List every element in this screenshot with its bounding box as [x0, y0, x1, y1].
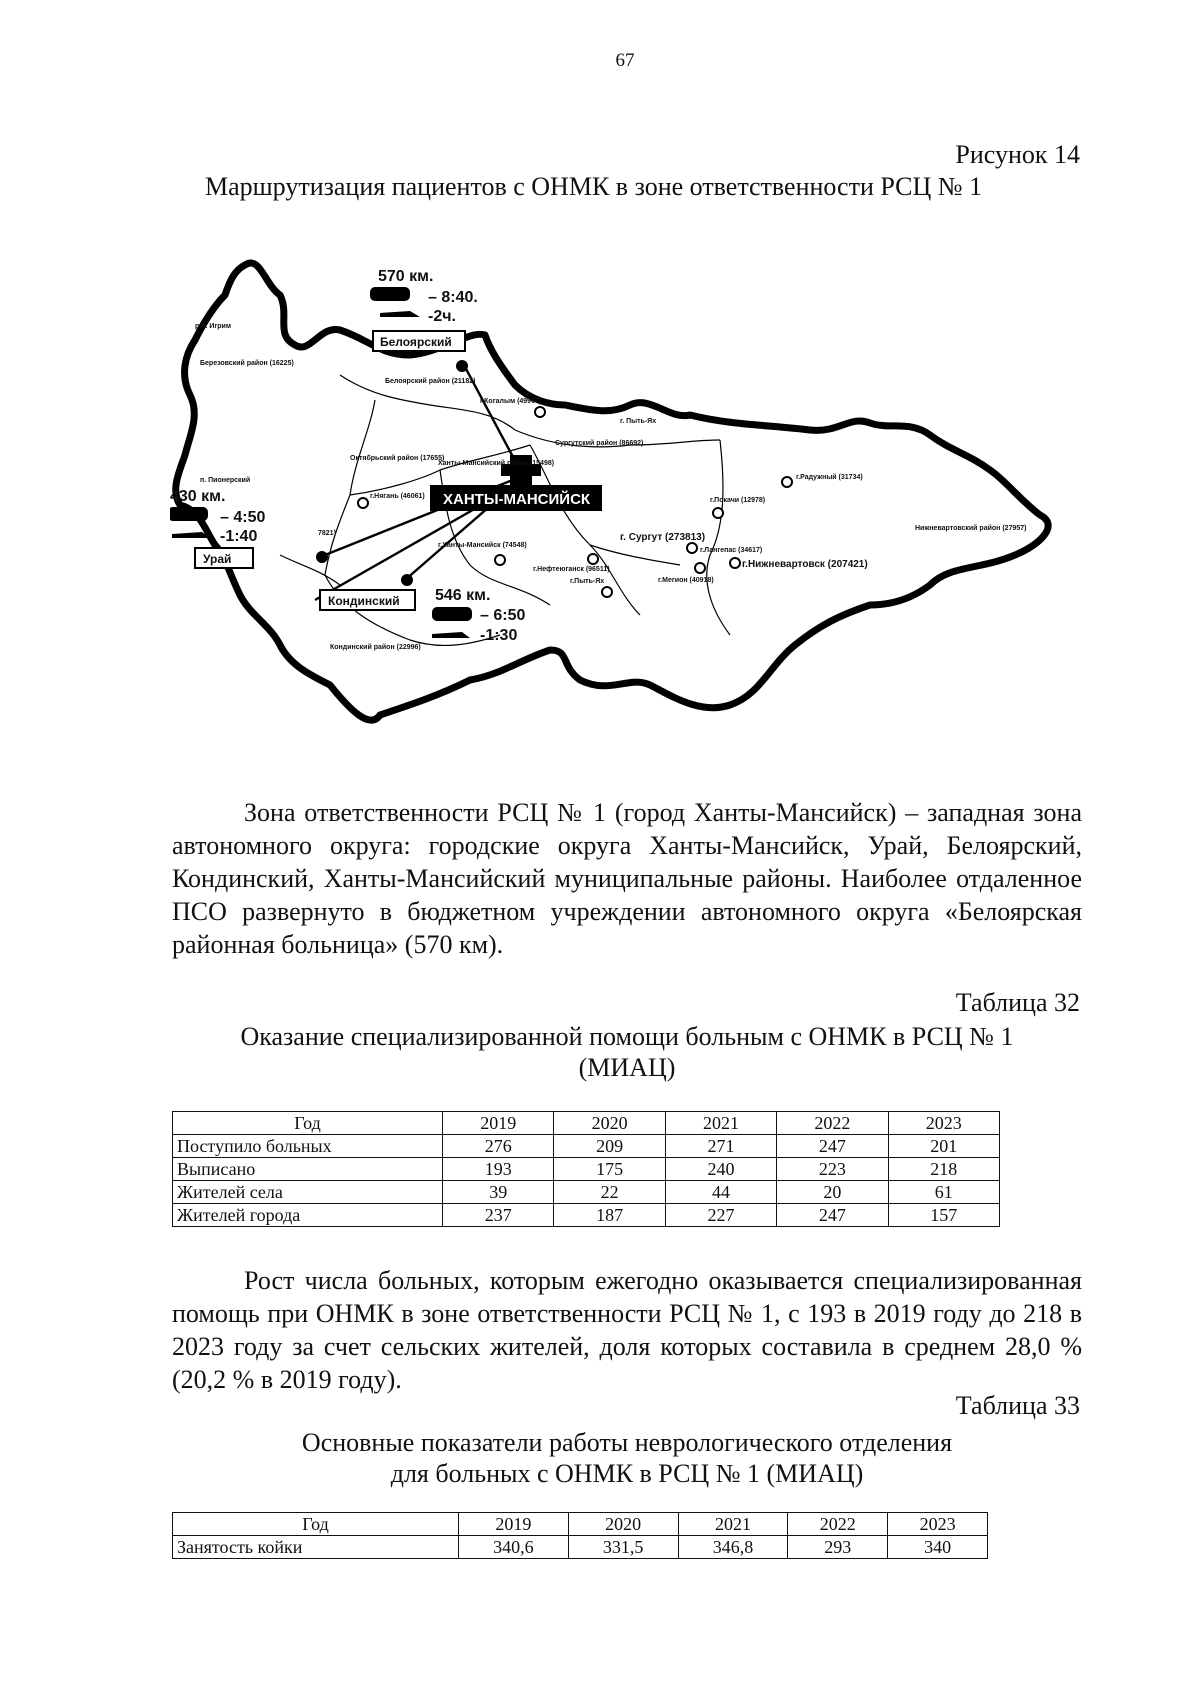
- map-label: Березовский район (16225): [200, 360, 294, 367]
- value-cell: 346,8: [678, 1536, 788, 1559]
- north-air-time: -2ч.: [428, 308, 456, 325]
- map-label: Сургутский район (86692): [555, 440, 644, 447]
- map-label: г.Радужный (31734): [796, 474, 863, 481]
- map-label: Кондинский район (22996): [330, 644, 421, 651]
- map-label: г.Ханты-Мансийск (74548): [438, 542, 527, 549]
- table32-label: Таблица 32: [955, 988, 1080, 1017]
- table-header-row: [173, 1112, 1000, 1135]
- helicopter-icon: [380, 311, 420, 317]
- figure-label: Рисунок 14: [955, 140, 1080, 169]
- okrug-border: [176, 263, 1048, 720]
- row-label-cell: Жителей города: [173, 1204, 443, 1227]
- south-car-time: – 6:50: [480, 607, 526, 624]
- map-label: г.Покачи (12978): [710, 497, 766, 504]
- figure-title: Маршрутизация пациентов с ОНМК в зоне ответственности РСЦ № 1: [205, 172, 983, 201]
- pso-markers: [316, 360, 468, 586]
- table32: [172, 1111, 1000, 1227]
- map-label: Октябрьский район (17655): [350, 455, 445, 462]
- value-cell: 237: [443, 1204, 554, 1227]
- map-label: Белоярский район (21182): [385, 378, 476, 385]
- value-cell: 331,5: [568, 1536, 678, 1559]
- value-cell: 44: [665, 1181, 776, 1204]
- west-air-time: -1:40: [220, 528, 258, 545]
- map-label: г. Сургут (273813): [620, 532, 706, 543]
- page-number: 67: [615, 50, 635, 71]
- header-cell-year: 2021: [665, 1112, 776, 1135]
- value-cell: 187: [554, 1204, 665, 1227]
- table-row: [173, 1135, 1000, 1158]
- hub-label: ХАНТЫ-МАНСИЙСК: [443, 491, 591, 508]
- table-row: [173, 1536, 988, 1559]
- value-cell: 218: [888, 1158, 999, 1181]
- header-cell-label: Год: [173, 1112, 443, 1135]
- paragraph-1: Зона ответственности РСЦ № 1 (город Ханты-Мансийск) – западная зона автономного округа: городские округа Ханты-Мансийск, Урай, Белоярский, Кондинский, Ханты-Мансийский муниципальные районы. Наиболее отдаленное ПСО развернуто в бюджетном учреждении автономного округа «Белоярская районная больница» (570 км).: [172, 798, 1082, 959]
- table-header-row: [173, 1513, 988, 1536]
- table-row: [173, 1181, 1000, 1204]
- value-cell: 20: [777, 1181, 888, 1204]
- car-icon: [170, 507, 208, 521]
- north-car-time: – 8:40.: [428, 289, 478, 306]
- routing-map: [170, 255, 1110, 770]
- value-cell: 175: [554, 1158, 665, 1181]
- pso-beloyarsky-marker: [456, 360, 468, 372]
- map-label: 7821): [318, 530, 336, 537]
- map-label: г.Лангепас (34617): [700, 547, 763, 554]
- header-cell-year: 2019: [459, 1513, 569, 1536]
- row-label-cell: Занятость койки: [173, 1536, 459, 1559]
- row-label-cell: Жителей села: [173, 1181, 443, 1204]
- value-cell: 22: [554, 1181, 665, 1204]
- header-cell-year: 2020: [554, 1112, 665, 1135]
- value-cell: 209: [554, 1135, 665, 1158]
- value-cell: 340,6: [459, 1536, 569, 1559]
- value-cell: 247: [777, 1204, 888, 1227]
- table33-caption: Основные показатели работы неврологического отделения для больных с ОНМК в РСЦ № 1 (МИАЦ): [301, 1428, 953, 1488]
- value-cell: 201: [888, 1135, 999, 1158]
- value-cell: 276: [443, 1135, 554, 1158]
- value-cell: 223: [777, 1158, 888, 1181]
- map-label: Урай: [203, 552, 232, 566]
- value-cell: 39: [443, 1181, 554, 1204]
- car-icon: [432, 607, 472, 621]
- header-cell-year: 2022: [788, 1513, 888, 1536]
- table32-caption: Оказание специализированной помощи больным с ОНМК в РСЦ № 1 (МИАЦ): [240, 1022, 1014, 1082]
- helicopter-icon: [432, 632, 470, 638]
- map-label: г. Пыть-Ях: [620, 418, 657, 425]
- header-cell-year: 2021: [678, 1513, 788, 1536]
- west-car-time: – 4:50: [220, 509, 266, 526]
- value-cell: 227: [665, 1204, 776, 1227]
- paragraph-2: Рост числа больных, которым ежегодно оказывается специализированная помощь при ОНМК в зоне ответственности РСЦ № 1, с 193 в 2019 году до 218 в 2023 году за счет сельских жителей, доля которых составила в среднем 28,0 % (20,2 % в 2019 году).: [172, 1266, 1082, 1394]
- map-label: Белоярский: [380, 335, 452, 349]
- map-label: г.Когалым (49907): [480, 398, 542, 405]
- map-label: г.Пыть-Ях: [570, 578, 605, 585]
- header-cell-year: 2023: [888, 1513, 988, 1536]
- header-cell-year: 2023: [888, 1112, 999, 1135]
- pso-kondinsky-marker: [401, 574, 413, 586]
- table33-label: Таблица 33: [955, 1391, 1080, 1420]
- value-cell: 193: [443, 1158, 554, 1181]
- map-label: г.Нижневартовск (207421): [742, 559, 868, 570]
- north-distance: 570 км.: [378, 268, 434, 285]
- value-cell: 157: [888, 1204, 999, 1227]
- row-label-cell: Поступило больных: [173, 1135, 443, 1158]
- map-label: п. Пионерский: [200, 477, 251, 484]
- table-row: [173, 1204, 1000, 1227]
- map-label: Кондинский: [328, 594, 400, 608]
- map-label: Ханты-Мансийский район (15498): [438, 460, 555, 467]
- south-distance: 546 км.: [435, 587, 491, 604]
- value-cell: 240: [665, 1158, 776, 1181]
- south-air-time: -1:30: [480, 627, 518, 644]
- table-row: [173, 1158, 1000, 1181]
- map-label: г.Мегион (40918): [658, 577, 714, 584]
- value-cell: 293: [788, 1536, 888, 1559]
- table33: [172, 1512, 988, 1559]
- value-cell: 61: [888, 1181, 999, 1204]
- map-label: г.Нефтеюганск (96511): [533, 566, 610, 573]
- value-cell: 271: [665, 1135, 776, 1158]
- map-label: р.п. Игрим: [195, 323, 232, 330]
- west-distance: 430 км.: [170, 488, 226, 505]
- value-cell: 247: [777, 1135, 888, 1158]
- pso-uray-marker: [316, 551, 328, 563]
- header-cell-year: 2020: [568, 1513, 678, 1536]
- row-label-cell: Выписано: [173, 1158, 443, 1181]
- header-cell-year: 2019: [443, 1112, 554, 1135]
- map-label: Нижневартовский район (27957): [915, 525, 1027, 532]
- car-icon: [370, 287, 410, 301]
- map-label: г.Нягань (46061): [370, 493, 425, 500]
- value-cell: 340: [888, 1536, 988, 1559]
- header-cell-label: Год: [173, 1513, 459, 1536]
- header-cell-year: 2022: [777, 1112, 888, 1135]
